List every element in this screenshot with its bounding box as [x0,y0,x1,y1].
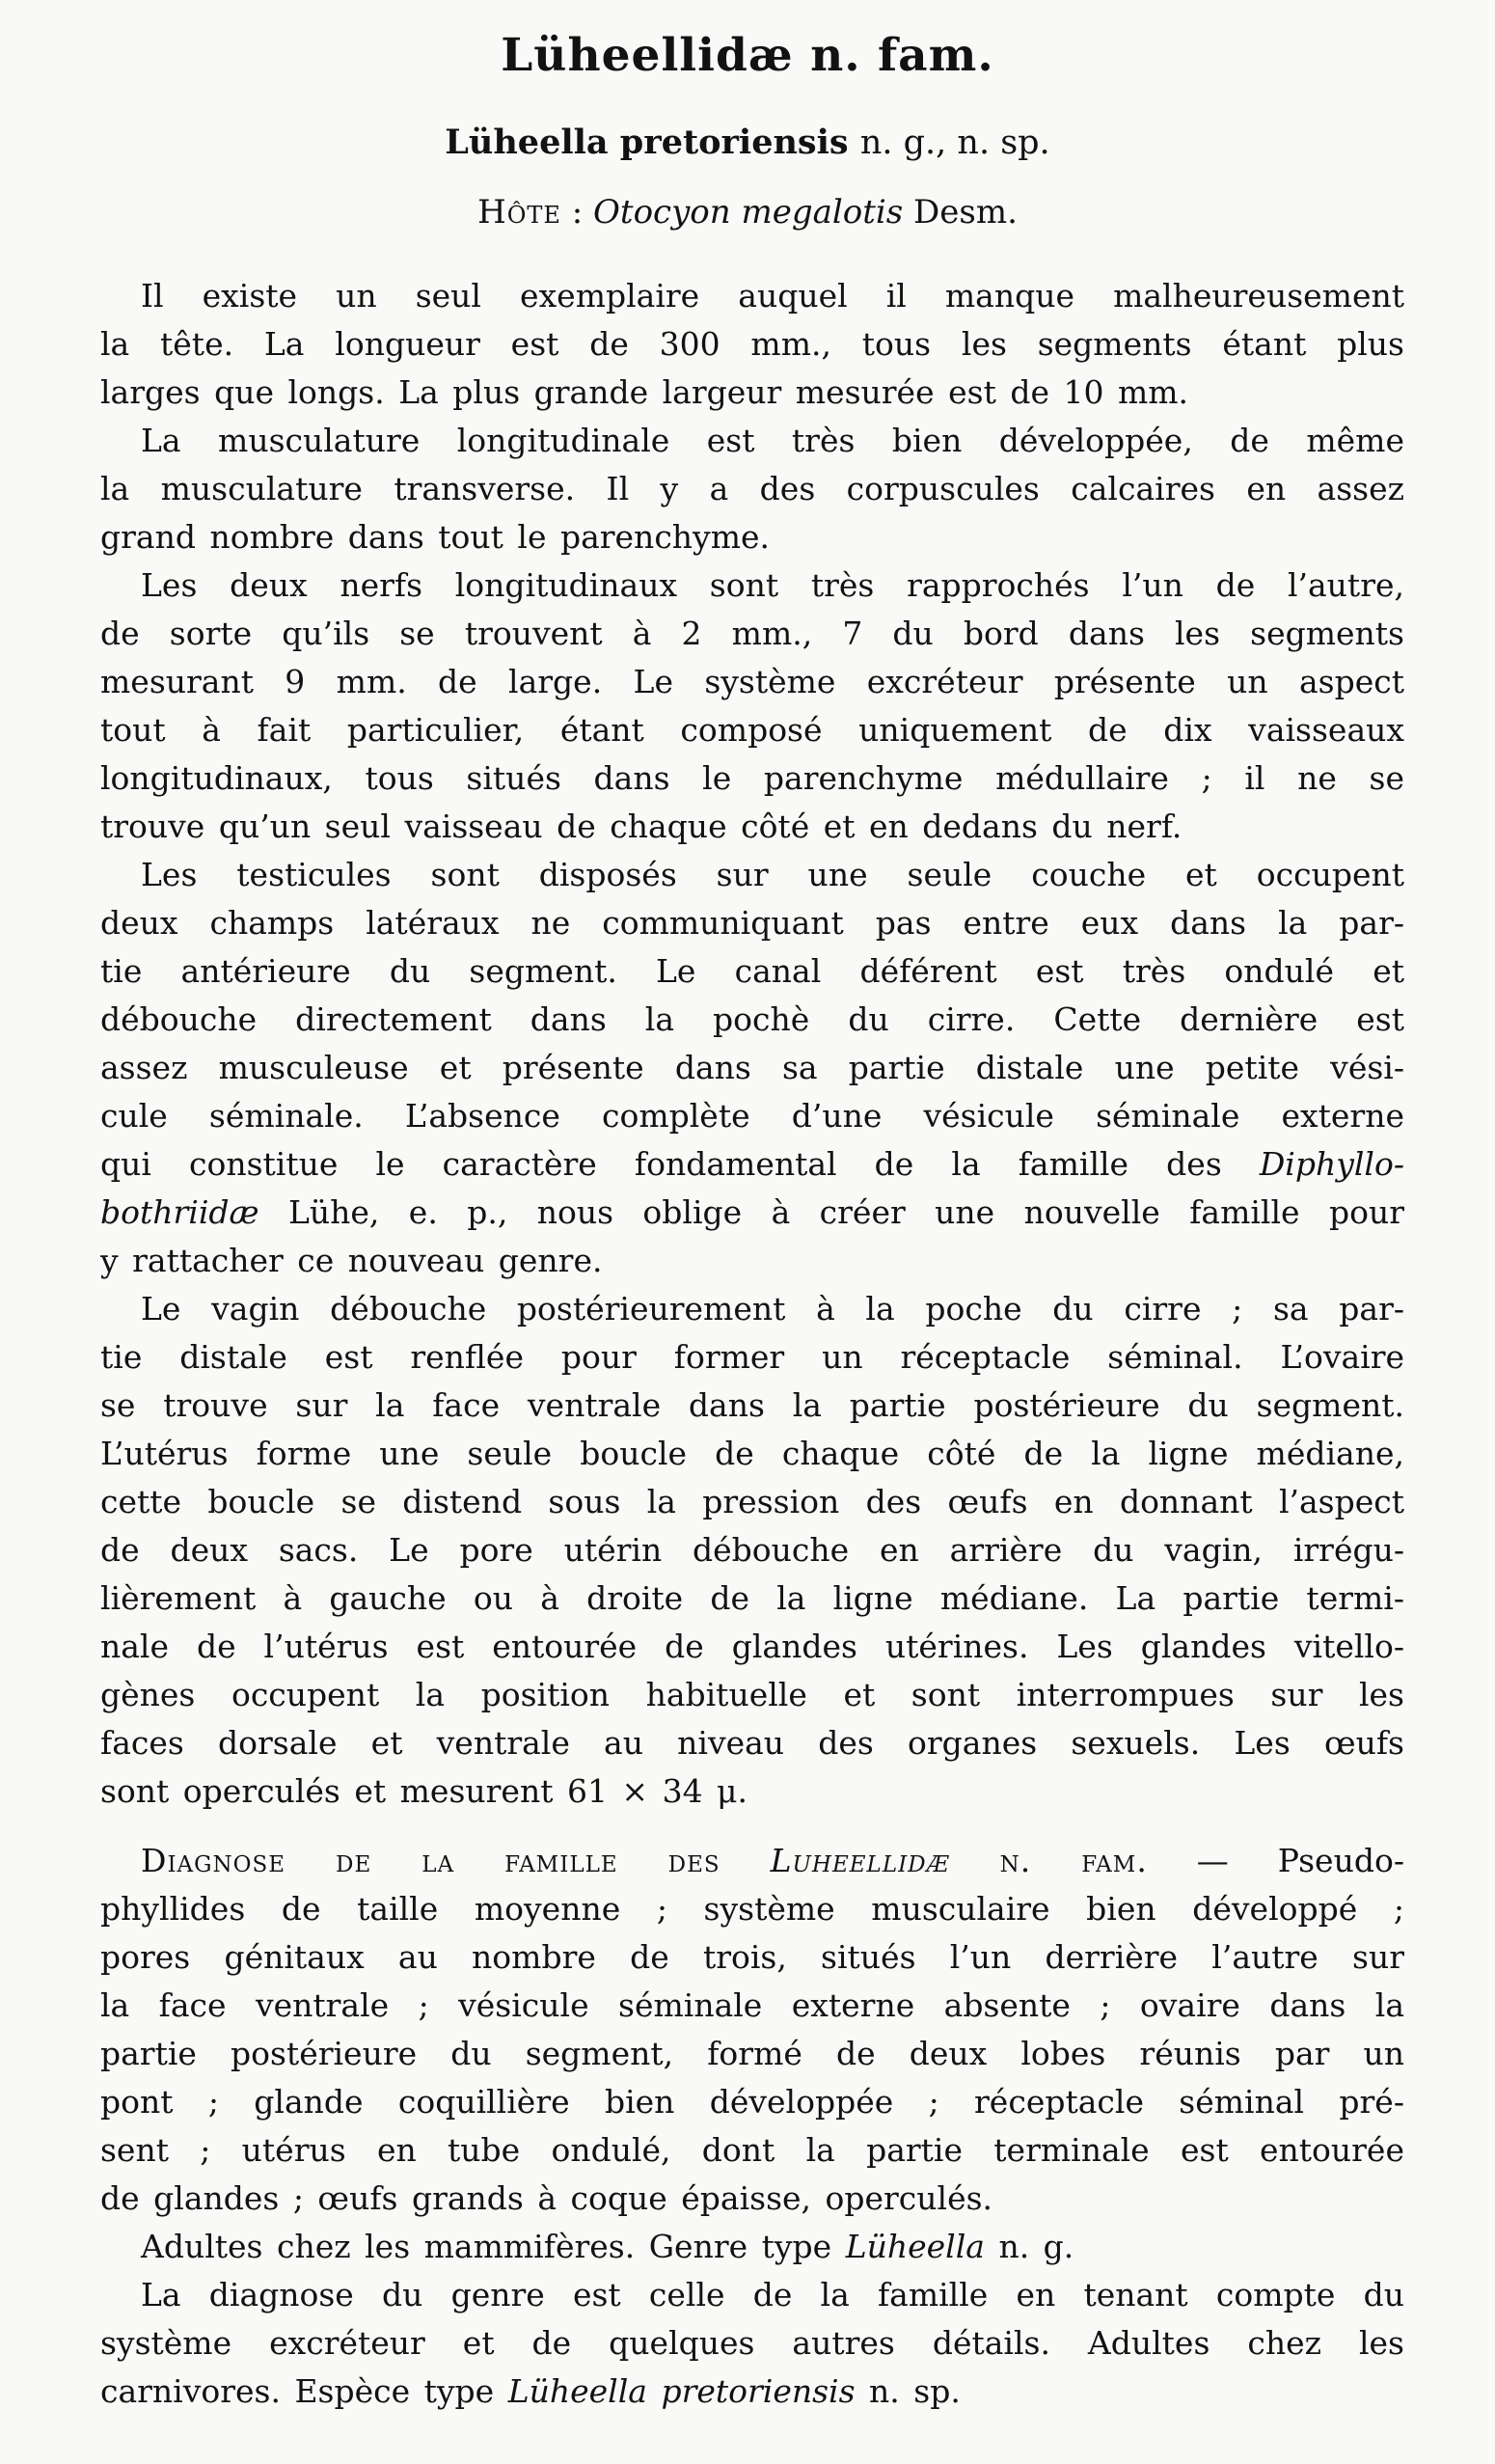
text-line [100,610,1404,658]
text-segment: Lühe, e. p., nous oblige à créer une nouvelle famille pour [258,1193,1404,1231]
text-segment: nale de l’utérus est entourée de glandes utérines. Les glandes vitello- [100,1628,1404,1665]
text-segment: de sorte qu’ils se trouvent à 2 mm., 7 du bord dans les segments [100,615,1404,652]
document-body [100,272,1404,2416]
text-segment: mesurant 9 mm. de large. Le système excréteur présente un aspect [100,663,1404,700]
text-line [100,1333,1404,1382]
text-segment: — Pseudo- [1147,1842,1404,1879]
host-line [0,191,1495,233]
text-segment: cule séminale. L’absence complète d’une vésicule séminale externe [100,1097,1404,1135]
text-line [100,754,1404,803]
text-line [100,2223,1404,2271]
text-line [100,2126,1404,2175]
paragraph [100,417,1404,561]
text-line [100,1982,1404,2030]
paragraph [100,851,1404,1285]
text-line [100,1719,1404,1767]
text-segment: la tête. La longueur est de 300 mm., tous les segments étant plus [100,325,1404,363]
italic-text: Lüheella pretoriensis [507,2372,856,2410]
text-segment: pont ; glande coquillière bien développée ; réceptacle séminal pré- [100,2083,1404,2121]
text-segment: longitudinaux, tous situés dans le parenchyme médullaire ; il ne se [100,759,1404,797]
text-line [100,513,1404,561]
text-segment: Les deux nerfs longitudinaux sont très rapprochés l’un de l’autre, [141,566,1404,604]
text-line [100,1382,1404,1430]
text-line [100,947,1404,996]
bold-text: Lüheella pretoriensis [445,123,860,162]
paragraph [100,2223,1404,2271]
text-line [100,1837,1404,1885]
page-title: Lüheellidæ n. fam. [501,29,994,82]
text-line [100,1478,1404,1526]
text-segment: Adultes chez les mammifères. Genre type [141,2228,846,2265]
text-segment: grand nombre dans tout le parenchyme. [100,518,771,556]
text-line [100,2030,1404,2078]
text-segment: tie antérieure du segment. Le canal déférent est très ondulé et [100,952,1404,990]
text-segment: gènes occupent la position habituelle et sont interrompues sur les [100,1676,1404,1713]
text-segment: la musculature transverse. Il y a des corpuscules calcaires en assez [100,470,1404,507]
text-line [100,320,1404,369]
italic-text: Diphyllo- [1259,1145,1404,1183]
paragraph [100,272,1404,417]
text-line [100,803,1404,851]
smallcaps-text: Hôte [477,193,561,232]
text-line [100,1140,1404,1189]
text-line [100,851,1404,899]
text-line [100,272,1404,320]
text-segment: de deux sacs. Le pore utérin débouche en arrière du vagin, irrégu- [100,1531,1404,1569]
text-line [100,1044,1404,1092]
text-segment: pores génitaux au nombre de trois, situés l’un derrière l’autre sur [100,1938,1404,1976]
species-heading [0,122,1495,164]
text-segment: Le vagin débouche postérieurement à la poche du cirre ; sa par- [141,1290,1404,1328]
text-segment: cette boucle se distend sous la pression des œufs en donnant l’aspect [100,1483,1404,1520]
text-line [100,658,1404,706]
text-segment: sont operculés et mesurent 61 × 34 μ. [100,1772,748,1810]
paragraph [100,1285,1404,1816]
smallcaps-text: Diagnose de la famille des [141,1842,771,1879]
text-segment: lièrement à gauche ou à droite de la ligne médiane. La partie termi- [100,1579,1404,1617]
text-line [100,561,1404,610]
text-segment: L’utérus forme une seule boucle de chaque côté de la ligne médiane, [100,1435,1404,1472]
italic-text: Luheellidæ [770,1842,950,1879]
text-segment: Il existe un seul exemplaire auquel il manque malheureusement [141,277,1404,315]
text-segment: de glandes ; œufs grands à coque épaisse, operculés. [100,2179,993,2217]
text-segment: se trouve sur la face ventrale dans la partie postérieure du segment. [100,1386,1404,1424]
text-segment: assez musculeuse et présente dans sa partie distale une petite vési- [100,1049,1404,1086]
italic-text: bothriidæ [100,1193,259,1231]
italic-text: Lüheella [845,2228,985,2265]
text-segment: la face ventrale ; vésicule séminale externe absente ; ovaire dans la [100,1986,1404,2024]
paragraph [100,2271,1404,2416]
text-line [100,1933,1404,1982]
text-segment: trouve qu’un seul vaisseau de chaque côté et en dedans du nerf. [100,808,1182,845]
text-segment: n. g. [984,2228,1074,2265]
text-line [100,2368,1404,2416]
text-segment: sent ; utérus en tube ondulé, dont la partie terminale est entourée [100,2131,1404,2169]
text-segment: larges que longs. La plus grande largeur mesurée est de 10 mm. [100,373,1189,411]
text-line [100,1237,1404,1285]
text-line [100,1285,1404,1333]
text-segment: faces dorsale et ventrale au niveau des organes sexuels. Les œufs [100,1724,1404,1762]
text-segment: débouche directement dans la pochè du cirre. Cette dernière est [100,1000,1404,1038]
text-segment: n. sp. [855,2372,961,2410]
paragraph [100,1837,1404,2223]
text-segment: partie postérieure du segment, formé de deux lobes réunis par un [100,2035,1404,2072]
text-segment: y rattacher ce nouveau genre. [100,1242,603,1279]
text-line [100,1623,1404,1671]
text-line [100,1430,1404,1478]
text-line [100,1671,1404,1719]
text-line [100,1092,1404,1140]
text-line [100,1189,1404,1237]
text-segment: tout à fait particulier, étant composé uniquement de dix vaisseaux [100,711,1404,749]
text-line [100,369,1404,417]
text-line [100,706,1404,754]
text-line [100,996,1404,1044]
smallcaps-text: n. fam. [949,1842,1148,1879]
paragraph [100,561,1404,851]
text-segment: La musculature longitudinale est très bien développée, de même [141,422,1404,459]
text-segment: phyllides de taille moyenne ; système musculaire bien développé ; [100,1890,1404,1928]
text-segment: carnivores. Espèce type [100,2372,508,2410]
text-line [100,1885,1404,1933]
text-segment: Desm. [903,193,1018,232]
text-segment: n. g., n. sp. [859,123,1050,162]
text-line [100,1526,1404,1574]
text-segment: tie distale est renflée pour former un réceptacle séminal. L’ovaire [100,1338,1404,1376]
text-segment: qui constitue le caractère fondamental de la famille des [100,1145,1260,1183]
text-line [100,899,1404,947]
text-segment: Les testicules sont disposés sur une seule couche et occupent [141,856,1404,893]
text-line [100,2319,1404,2368]
text-segment: système excréteur et de quelques autres détails. Adultes chez les [100,2324,1404,2362]
text-segment: La diagnose du genre est celle de la famille en tenant compte du [141,2276,1404,2313]
text-line [100,1574,1404,1623]
text-line [100,2175,1404,2223]
text-line [100,2271,1404,2319]
text-line [100,465,1404,513]
text-segment: : [560,193,594,232]
text-line [100,417,1404,465]
italic-text: Otocyon megalotis [593,193,904,232]
text-line [100,1767,1404,1816]
text-segment: deux champs latéraux ne communiquant pas entre eux dans la par- [100,904,1404,942]
text-line [100,2078,1404,2126]
